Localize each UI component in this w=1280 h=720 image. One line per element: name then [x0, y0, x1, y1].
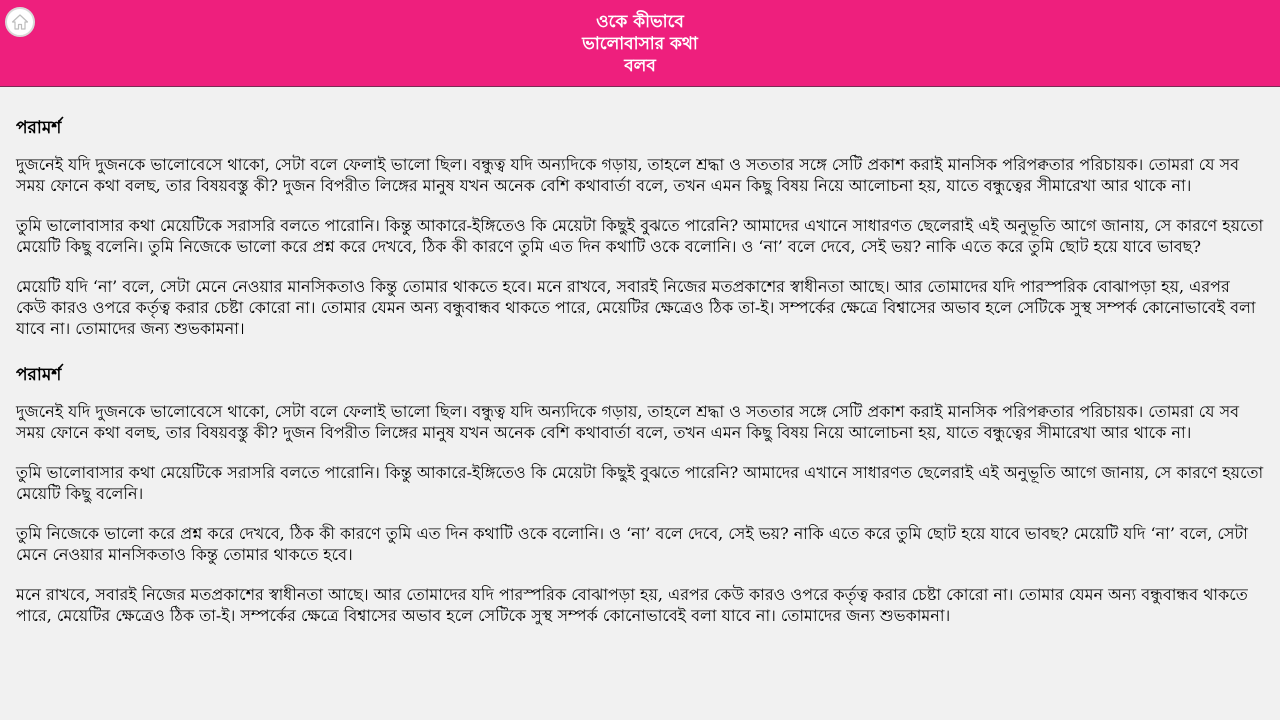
paragraph: মেয়েটি যদি ‘না’ বলে, সেটা মেনে নেওয়ার মানসিকতাও কিন্তু তোমার থাকতে হবে। মনে রাখবে, সবারই নিজের মতপ্রকাশের স্বাধীনতা আছে। আর তোমাদের যদি পারস্পরিক বোঝাপড়া হয়, এরপর কেউ কারও ওপরে কর্তৃত্ব করার চেষ্টা কোরো না। তোমার যেমন অন্য বন্ধুবান্ধব থাকতে পারে, মেয়েটির ক্ষেত্রেও ঠিক তা-ই। সম্পর্কের ক্ষেত্রে বিশ্বাসের অভাব হলে সেটিকে সুস্থ সম্পর্ক কোনোভাবেই বলা যাবে না। তোমাদের জন্য শুভকামনা। [16, 277, 1256, 338]
home-button[interactable] [5, 7, 35, 37]
page-title [240, 11, 1040, 77]
article-content[interactable] [0, 88, 1280, 720]
paragraph: দুজনেই যদি দুজনকে ভালোবেসে থাকো, সেটা বলে ফেলাই ভালো ছিল। বন্ধুত্ব যদি অন্যদিকে গড়ায়, তাহলে শ্রদ্ধা ও সততার সঙ্গে সেটি প্রকাশ করাই মানসিক পরিপক্বতার পরিচায়ক। তোমরা যে সব সময় ফোনে কথা বলছ, তার বিষয়বস্তু কী? দুজন বিপরীত লিঙ্গের মানুষ যখন অনেক বেশি কথাবার্তা বলে, তখন এমন কিছু বিষয় নিয়ে আলোচনা হয়, যাতে বন্ধুত্বের সীমারেখা আর থাকে না। [16, 155, 1240, 195]
app-header [0, 0, 1280, 87]
paragraph: তুমি ভালোবাসার কথা মেয়েটিকে সরাসরি বলতে পারোনি। কিন্তু আকারে-ইঙ্গিতেও কি মেয়েটা কিছুই বুঝতে পারেনি? আমাদের এখানে সাধারণত ছেলেরাই এই অনুভূতি আগে জানায়, সে কারণে হয়তো মেয়েটি কিছু বলেনি। [16, 463, 1264, 503]
advice-section-1 [16, 116, 1264, 339]
page-title-line-3: বলব [624, 56, 656, 76]
paragraph: তুমি ভালোবাসার কথা মেয়েটিকে সরাসরি বলতে পারোনি। কিন্তু আকারে-ইঙ্গিতেও কি মেয়েটা কিছুই বুঝতে পারেনি? আমাদের এখানে সাধারণত ছেলেরাই এই অনুভূতি আগে জানায়, সে কারণে হয়তো মেয়েটি কিছু বলেনি। তুমি নিজেকে ভালো করে প্রশ্ন করে দেখবে, ঠিক কী কারণে তুমি এত দিন কথাটি ওকে বলোনি। ও ‘না’ বলে দেবে, সেই ভয়? নাকি এতে করে তুমি ছোট হয়ে যাবে ভাবছ? [16, 216, 1264, 256]
section-heading: পরামর্শ [16, 365, 62, 385]
home-icon [10, 12, 30, 32]
paragraph: মনে রাখবে, সবারই নিজের মতপ্রকাশের স্বাধীনতা আছে। আর তোমাদের যদি পারস্পরিক বোঝাপড়া হয়, এরপর কেউ কারও ওপরে কর্তৃত্ব করার চেষ্টা কোরো না। তোমার যেমন অন্য বন্ধুবান্ধব থাকতে পারে, মেয়েটির ক্ষেত্রেও ঠিক তা-ই। সম্পর্কের ক্ষেত্রে বিশ্বাসের অভাব হলে সেটিকে সুস্থ সম্পর্ক কোনোভাবেই বলা যাবে না। তোমাদের জন্য শুভকামনা। [16, 585, 1248, 625]
paragraph: তুমি নিজেকে ভালো করে প্রশ্ন করে দেখবে, ঠিক কী কারণে তুমি এত দিন কথাটি ওকে বলোনি। ও ‘না’ বলে দেবে, সেই ভয়? নাকি এতে করে তুমি ছোট হয়ে যাবে ভাবছ? মেয়েটি যদি ‘না’ বলে, সেটা মেনে নেওয়ার মানসিকতাও কিন্তু তোমার থাকতে হবে। [16, 524, 1248, 564]
page-title-line-2: ভালোবাসার কথা [582, 34, 698, 54]
section-heading: পরামর্শ [16, 118, 62, 138]
advice-section-2 [16, 363, 1264, 626]
page-title-line-1: ওকে কীভাবে [596, 12, 684, 32]
paragraph: দুজনেই যদি দুজনকে ভালোবেসে থাকো, সেটা বলে ফেলাই ভালো ছিল। বন্ধুত্ব যদি অন্যদিকে গড়ায়, তাহলে শ্রদ্ধা ও সততার সঙ্গে সেটি প্রকাশ করাই মানসিক পরিপক্বতার পরিচায়ক। তোমরা যে সব সময় ফোনে কথা বলছ, তার বিষয়বস্তু কী? দুজন বিপরীত লিঙ্গের মানুষ যখন অনেক বেশি কথাবার্তা বলে, তখন এমন কিছু বিষয় নিয়ে আলোচনা হয়, যাতে বন্ধুত্বের সীমারেখা আর থাকে না। [16, 402, 1240, 442]
